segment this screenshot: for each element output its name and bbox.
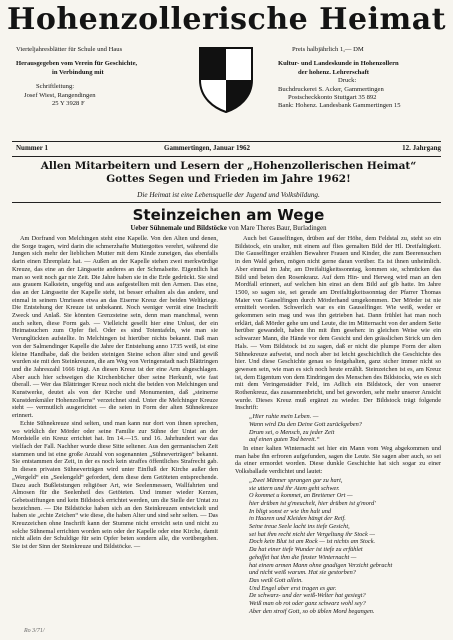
- publisher-line: 25 Y 3928 F: [52, 100, 85, 108]
- publisher-line: Vierteljahresblätter für Schule und Haus: [16, 46, 123, 53]
- info-line: Preis halbjährlich 1,— DM: [292, 46, 364, 53]
- publisher-line: Schriftleitung:: [36, 83, 75, 91]
- publisher-line: in Verbindung mit: [52, 68, 104, 76]
- new-year-greeting: [16, 160, 441, 186]
- newsletter-page: [6, 2, 447, 638]
- paragraph: Echte Sühnekreuze sind selten, und man kann nur dort von ihnen sprechen, wo wirklich der Mörder oder seine Familie zur Sühne der Untat an der Mordstelle ein Kreuz errichtet hat. Im 14.—15. und 16. Jahrhundert war das vielfach der Fall. Nachher wurde diese Sitte seltener. Aus den germanischen Zeit stammen und ist eine große Anzahl von sogenannten „Sühneverträgen“ bekannt. Sie entstammen der Zeit, in der es noch kein straffes öffentliches Strafrecht gab. In diesen privaten Sühneverträgen wird unter Einfluß der Kirche außer den „Wergeld“ ein „Seelengeld“ gefordert, dem diese dem Getöteten entsprechende. Dazu auch Bußleistungen religiöser Art, wie Seelenmessen, Wallfahrten und Almosen für die Seelenheil des Getöteten. Und immer wieder Kerzen, Gebetsstiftungen und kein Bildstock errichtet werden, um die Stelle der Untat zu bezeichnen. — Die Bildstöcke haben sich an den Steinkreuzen entwickelt und haben sie „echte Zeichen“ wie diese, die haben Alter und sind sehr selten. — Das Kreuzzeichen ohne Inschrift kann der Stumme nicht erreicht sein und nicht zu solche Sühnemal errichten worden sein oder der Kapelle oder eine Kirche, damit nicht allein der Schuldige für sein Opfer beten sondern alle, die vorübergehen. Sie ist der Sinn der Steinkreuze und Bildstöcke. —: [12, 419, 218, 551]
- publisher-line: Herausgegeben vom Verein für Geschichte,: [16, 60, 138, 68]
- issue-volume: 12. Jahrgang: [402, 144, 441, 152]
- byline-topic: Ueber Sühnemale und Bildstöcke: [130, 225, 227, 232]
- paragraph: Auch bei Gauselfingen, drüben auf der Höhe, dem Feldstal zu, steht so ein Bildstock, ein uralter, mit einem auf flies gemalten Bild der Hl. Dreifaltigkeit. Die Gauselfinger erzählen Bewahrer Frauen und Kinder, die zum Beerensuchen in den Wald gehen, mögen nicht gerne daran vorüber. Es ist ihnen unheimlich. Aber einmal im Jahr, am Dreifaltigkeitssonntag, kommen sie, schmücken das Bild und beten den Rosenkranz. Auf dem Hin- und Herweg wird man an den Mordfall erinnert, auf welchen hin einst an dem Bild auf gib hatte. Im Jahre 1500, so sagen sie, sei gerade am Dreifaltigkeitssonntag der Pfarrer Thomas Maier von Gauselfingen durch Mörderhand umgekommen. Der Mörder ist nie ermittelt worden. Schwerlich war es ein Gauselfinger. Wie weiß, weder er gekommen sein mag und was ihn getrieben hat. Dann frühlet hat man noch erklärt, daß Mörder gehe um und Leute, die im Mitternacht von der andern Seite herüber gewandelt, haben ihn mit ihm gesehen: in gleichen Weise wie ein schwarzer Mann, die Hände vor dem Gesicht und den grässlichen Strick um den Hals. — Vom Bildstock ist zu sagen, daß er nicht die plumpe Form der alten Sühnekreuze aufweist, und noch aber ist leicht geschichtlich die Geschichte des hier. Und diese Geschichte genau so festgehalten, ganz sicher immer nicht so gewesen sein, wie man es sich noch heute erzählt. Steinzeichen ist es, am Kreuz ist, dem Eigentum von dem Eindringen des Menschen des Bildstocks, wie es sich mit dem Veringenstädter Feld, im Adlich ein Bildstock, der von unserer Rothenkreuz, das zusammenbricht, und bei geworden, sehr mehr unserer Ansicht wurde. Dieses Kreuz muß ergänzt zu wieder. Der Bildstock trägt folgende Inschrift:: [235, 235, 441, 412]
- inscription-poem: „Hier ruhte mein Leben. — Wann wird Du den Deine Gott zurückgeben? Drum sei, o Mensch, zu jeder Zeit auf einen guten Tod bereit.“: [249, 413, 362, 444]
- divider: [12, 141, 441, 142]
- archive-stamp: Ro 3/71/: [24, 628, 45, 634]
- issue-row: [16, 144, 441, 155]
- article-byline: [16, 225, 441, 232]
- motto: Die Heimat ist eine Lebensquelle der Jugend und Volksbildung.: [137, 191, 320, 199]
- publisher-info: [16, 46, 166, 108]
- divider: [12, 202, 441, 203]
- info-line: Buchdruckerei S. Acker, Gammertingen: [278, 85, 384, 93]
- paragraph: Am Dorfrand von Melchingen steht eine Kapelle. Von den Alten und denen, die Sorge tragen, wird darin die schmerzhafte Muttergottes verehrt, während die Jungen sich mehr der lieblichen Mutter mit dem Kinde zuneigen, das ebenfalls darin einen Ehrenplatz hat. — Außen an der Kapelle stehen zwei merkwürdige Kreuze, das eine an der Längsseite anderes an der Schmalseite. Eigentlich hat man so weit noch gar nie Zeit. Die Jahre haben sie in die Erde gedrückt. Sie sind aus grauem Kalkstein, ungefüg und aus aufgestellten mit den Armen. Das eine, das an der Längsseite der Kapelle steht, ist besser erhalten als das andere, und einmal in seinem Umrissen etwa an das Eiserne Kreuz der beiden Weltkriege. Die Entstehung der Kreuze ist unbekannt. Noch weniger verrät eine Inschrift Zweck und Anlaß. Sie könnten Grenzsteine sein, denn man manchmal, wenn auch selten, diese Form gab. — Vielleicht gesellt hier eine Unlust, der ein Heimatsuchen zum Opfer fiel. Oder es sind Totentafeln, wie man sie Verunglückten aufstellte. In Melchingen ist hierüber nichts bekannt. Daß man von der Salmendinger Kapelle die Jahre der Entstehung anno 1735 weiß, ist eine kleine Handhabe, daß die beiden steinigen Steine schon älter sind und gewiß wurden sie mit den Steinkreuzen, die am Weg von Veringenstadt nach Blättringen und die Jahreszahl 1666 trägt. An diesen Kreuz ist der eine Arm abgeschlagen. Aber auch hier schweigen die Kirchenbücher über seine Herkunft, wie fast überall. — Wer das Blättringer Kreuz noch nicht die beiden von Melchingen und Kunstwerke, deutet als von der Kirche und Monumenten, daß „steinerne Kunstdenkmäler Hohenzollerns“ verzeichnet sind. Unter die Melchinger Kreuze steht — vermutlich ausgerichtet — die seien in Form der alten Sühnekreuze erinnert.: [12, 235, 218, 420]
- coat-of-arms-icon: [196, 44, 256, 114]
- publisher-line: Josef Wiest, Rangendingen: [24, 91, 96, 99]
- info-line: Postscheckkonto Stuttgart 35 892: [288, 94, 377, 102]
- article-column-2: [235, 235, 441, 631]
- info-line: Bank: Hohenz. Landesbank Gammertingen 15: [278, 102, 401, 110]
- ballad-poem: „Zwei Männer sprangen gar zu hart, sie uttern und ihr Atem geht schwer. O kommet u kommet, an Breitener Ort — hier drüben ist g'meuchelt, hier drüben ist g'mord' In bligt sonst er wie ihn halt und in Haaren und Kleiden hängt der Reif. Seine treue Seele lacht ins tiefe Gesicht, sei hat ihm recht nicht der Vergeltung ihr Stock — Doch kein Blut ist am Rock — ist nichts am Stock. Da hat einer tiefe Wunder ist tiefe zu erfühlet gehoffet hat ihm die finster Winternacht — hat einem armen Mann ohne gnadigen Verzicht gebracht und nicht weiß warum. Hat sie gestorben? Das weiß Gott allein. Und Engel aber erst tragen es gar. De schwarz- und der weiß-Welter hat gesiegt? Weiß man ob rot oder ganz schwarz wohl sey? Aber den stroif Gott, so ob üblen Mord begangen.: [249, 476, 393, 615]
- paragraph: In einer kalten Winternacht sei hier ein Mann vom Weg abgekommen und man habe ihn erfroren aufgefunden, sagen die Leute. Sie sagen aber auch, so sei da einer ermordet worden. Diese dunkle Geschichte hat sich sogar zu einer Volksballade verdichtet und lautet:: [235, 444, 441, 476]
- issue-date: Gammertingen, Januar 1962: [164, 144, 251, 152]
- info-line: Druck:: [338, 77, 357, 85]
- masthead-title: Hohenzollerische Heimat: [6, 2, 447, 37]
- article-title: Steinzeichen am Wege: [132, 206, 325, 224]
- greeting-line: Allen Mitarbeitern und Lesern der „Hohenzollerischen Heimat“: [40, 160, 417, 172]
- info-line: der hohenz. Lehrerschaft: [298, 68, 369, 76]
- article-column-1: [12, 235, 218, 631]
- issue-number: Nummer 1: [16, 144, 48, 152]
- info-line: Kultur- und Landeskunde in Hohenzollern: [278, 60, 399, 68]
- divider: [12, 156, 441, 157]
- byline-author: von Mare Theres Baur, Burladingen: [226, 225, 327, 232]
- price-printer-info: [278, 46, 438, 111]
- greeting-line: Gottes Segen und Frieden im Jahre 1962!: [106, 173, 351, 185]
